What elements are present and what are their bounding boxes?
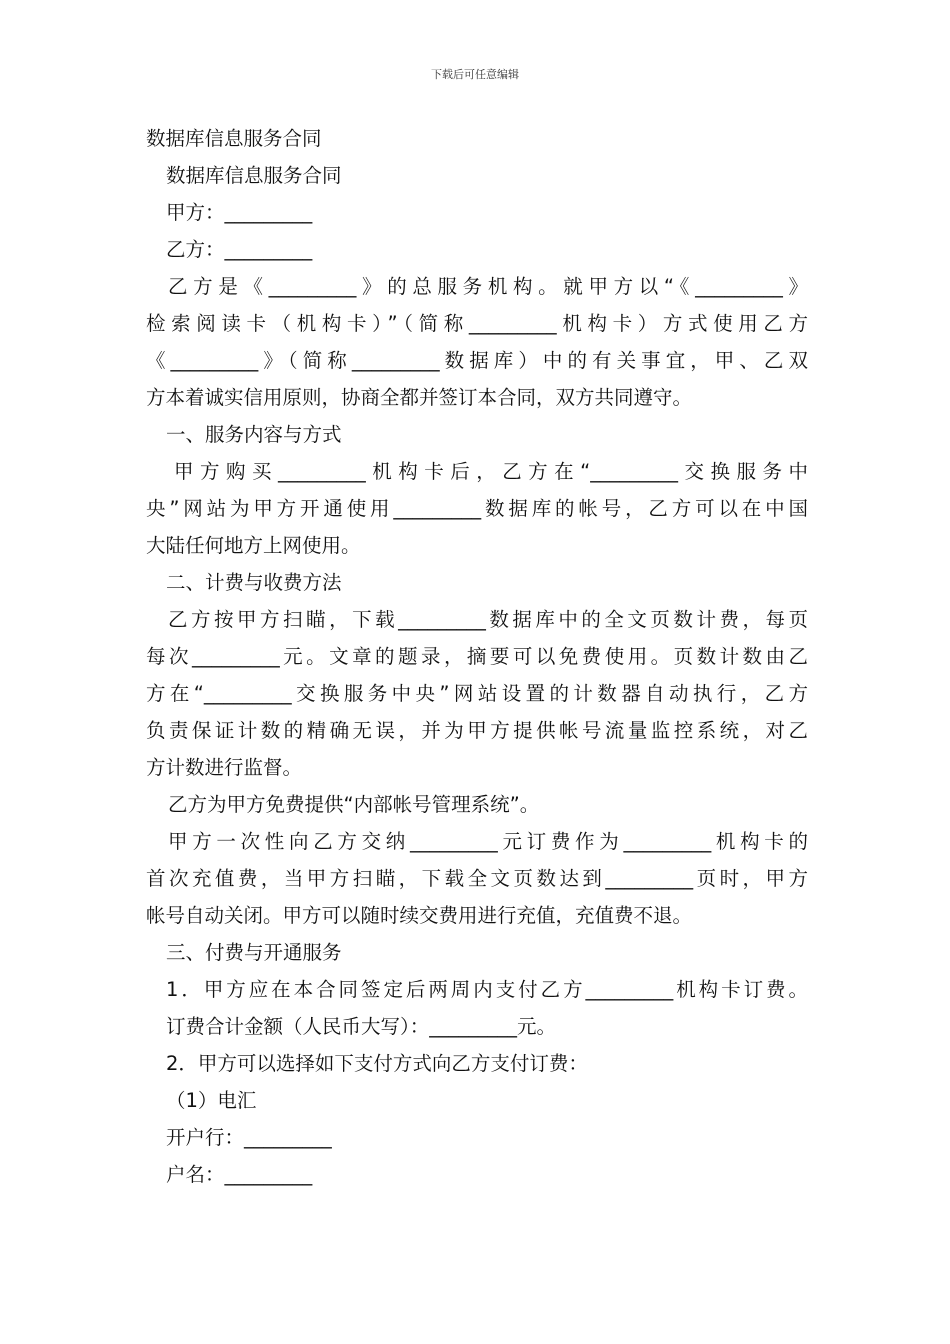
document-line: 首次充值费，当甲方扫瞄，下载全文页数达到_________页时，甲方: [146, 867, 808, 890]
document-line: 甲方：_________: [166, 201, 313, 224]
document-line: 1．甲方应在本合同签定后两周内支付乙方_________机构卡订费。: [166, 978, 808, 1001]
document-line: 乙方按甲方扫瞄，下载_________数据库中的全文页数计费，每页: [168, 608, 808, 631]
document-line: 大陆任何地方上网使用。: [146, 534, 361, 557]
document-line: 2．甲方可以选择如下支付方式向乙方支付订费：: [166, 1052, 588, 1075]
document-line: 方本着诚实信用原则，协商全都并签订本合同，双方共同遵守。: [146, 386, 693, 409]
document-body: [146, 120, 808, 1193]
document-line: 方在“_________交换服务中央”网站设置的计数器自动执行，乙方: [146, 682, 808, 705]
document-line: 负责保证计数的精确无误，并为甲方提供帐号流量监控系统，对乙: [146, 719, 808, 742]
document-line: （1）电汇: [166, 1089, 257, 1112]
document-line: 甲方一次性向乙方交纳_________元订费作为_________机构卡的: [168, 830, 808, 853]
document-line: 一、服务内容与方式: [166, 423, 342, 446]
document-line: 《_________》（简称_________数据库）中的有关事宜，甲、乙双: [146, 349, 808, 372]
document-line: 订费合计金额（人民币大写）：_________元。: [166, 1015, 557, 1038]
document-line: 数据库信息服务合同: [166, 164, 342, 187]
document-line: 方计数进行监督。: [146, 756, 303, 779]
document-line: 甲方购买_________机构卡后，乙方在“_________交换服务中: [174, 460, 808, 483]
document-line: 开户行：_________: [166, 1126, 332, 1149]
page-header-note: 下载后可任意编辑: [431, 68, 519, 81]
document-line: 每次_________元。文章的题录，摘要可以免费使用。页数计数由乙: [146, 645, 808, 668]
document-line: 三、付费与开通服务: [166, 941, 342, 964]
document-line: 帐号自动关闭。甲方可以随时续交费用进行充值，充值费不退。: [146, 904, 693, 927]
document-line: 乙方：_________: [166, 238, 313, 261]
document-line: 乙方为甲方免费提供“内部帐号管理系统”。: [168, 793, 540, 816]
document-line: 检索阅读卡（机构卡）”（简称_________机构卡）方式使用乙方: [146, 312, 808, 335]
document-line: 数据库信息服务合同: [146, 127, 322, 150]
document-line: 央”网站为甲方开通使用_________数据库的帐号，乙方可以在中国: [146, 497, 808, 520]
document-line: 二、计费与收费方法: [166, 571, 342, 594]
document-line: 乙方是《_________》的总服务机构。就甲方以“《_________》: [168, 275, 808, 298]
document-line: 户名：_________: [166, 1163, 313, 1186]
